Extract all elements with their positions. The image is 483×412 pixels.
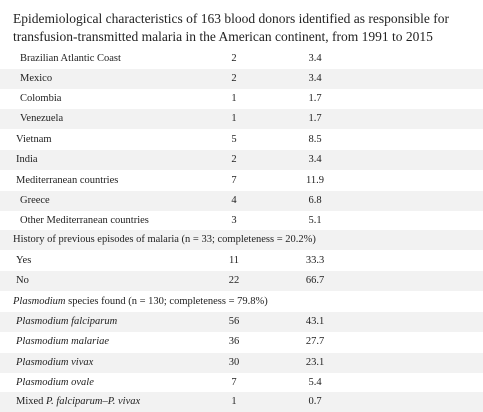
table-row <box>0 332 483 352</box>
row-label: Yes <box>16 255 32 266</box>
row-label <box>16 392 140 412</box>
row-count: 2 <box>231 154 237 165</box>
table-row <box>0 69 483 89</box>
table-row <box>0 353 483 373</box>
row-count: 2 <box>231 73 237 84</box>
row-count: 5 <box>231 134 237 145</box>
section-header-row <box>0 230 483 250</box>
section-header-label: History of previous episodes of malaria (n = 33; completeness = 20.2%) <box>13 234 316 245</box>
row-percent: 5.4 <box>308 377 322 388</box>
species-italic: P. falciparum <box>46 396 103 407</box>
species-italic: Plasmodium malariae <box>16 336 110 347</box>
row-percent: 27.7 <box>305 336 325 347</box>
table-row <box>0 392 483 412</box>
row-label: Greece <box>20 195 50 206</box>
row-count: 1 <box>231 396 237 407</box>
mixed-prefix: Mixed <box>16 396 47 407</box>
row-percent: 6.8 <box>308 195 322 206</box>
row-count: 36 <box>228 336 240 347</box>
table-row <box>0 49 483 69</box>
row-count: 3 <box>231 215 237 226</box>
table-row <box>0 211 483 231</box>
row-label: Other Mediterranean countries <box>20 215 149 226</box>
species-italic: Plasmodium falciparum <box>16 316 118 327</box>
row-label <box>16 373 94 393</box>
row-label <box>16 332 109 352</box>
row-percent: 3.4 <box>308 73 322 84</box>
mixed-dash: – <box>102 396 108 407</box>
section-header-label <box>13 292 268 312</box>
table-row <box>0 109 483 129</box>
table-row <box>0 191 483 211</box>
row-percent: 3.4 <box>308 53 322 64</box>
row-count: 4 <box>231 195 237 206</box>
row-percent: 1.7 <box>308 113 322 124</box>
row-label: No <box>16 275 29 286</box>
row-count: 7 <box>231 175 237 186</box>
table-row <box>0 130 483 150</box>
row-label: Brazilian Atlantic Coast <box>20 53 121 64</box>
row-percent: 8.5 <box>308 134 322 145</box>
genus-italic: Plasmodium <box>13 296 66 307</box>
row-label <box>16 353 93 373</box>
row-percent: 1.7 <box>308 93 322 104</box>
row-label: Colombia <box>20 93 62 104</box>
species-italic: P. vivax <box>107 396 141 407</box>
table-row <box>0 171 483 191</box>
row-label: Mediterranean countries <box>16 175 119 186</box>
row-percent: 3.4 <box>308 154 322 165</box>
table-row <box>0 89 483 109</box>
table-row <box>0 312 483 332</box>
row-percent: 43.1 <box>305 316 325 327</box>
row-count: 11 <box>228 255 240 266</box>
row-count: 2 <box>231 53 237 64</box>
section-header-row <box>0 292 483 312</box>
row-percent: 5.1 <box>308 215 322 226</box>
row-count: 7 <box>231 377 237 388</box>
row-percent: 33.3 <box>305 255 325 266</box>
row-count: 22 <box>228 275 240 286</box>
row-label: Vietnam <box>16 134 52 145</box>
row-label <box>16 312 117 332</box>
row-count: 30 <box>228 357 240 368</box>
table-row <box>0 150 483 170</box>
row-percent: 66.7 <box>305 275 325 286</box>
row-percent: 23.1 <box>305 357 325 368</box>
section-header-rest: species found (n = 130; completeness = 79.8%) <box>65 296 268 307</box>
row-count: 1 <box>231 113 237 124</box>
row-count: 56 <box>228 316 240 327</box>
row-label: India <box>16 154 38 165</box>
species-italic: Plasmodium vivax <box>16 357 94 368</box>
table-title: Epidemiological characteristics of 163 blood donors identified as responsible for transfusion-transmitted malaria in the American continent, from 1991 to 2015 <box>13 11 450 44</box>
row-label: Venezuela <box>20 113 64 124</box>
row-label: Mexico <box>20 73 53 84</box>
row-count: 1 <box>231 93 237 104</box>
species-italic: Plasmodium ovale <box>16 377 94 388</box>
table-row <box>0 271 483 291</box>
row-percent: 11.9 <box>306 175 324 186</box>
table-row <box>0 251 483 271</box>
row-percent: 0.7 <box>308 396 322 407</box>
table-row <box>0 373 483 393</box>
